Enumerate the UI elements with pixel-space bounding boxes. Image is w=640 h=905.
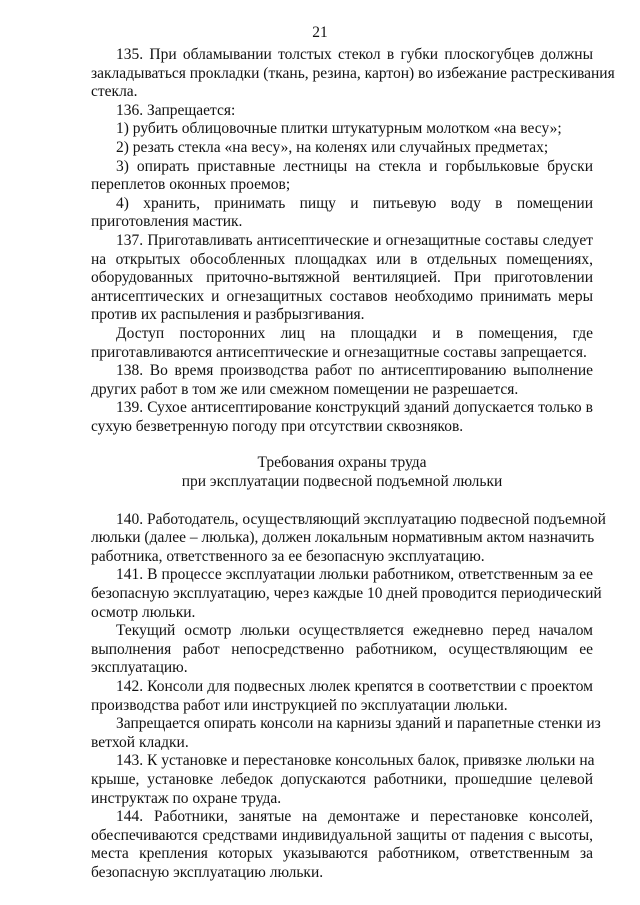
paragraph-p143	[91, 752, 593, 808]
paragraph-line: работника, ответственного за ее безопасную эксплуатацию.	[91, 547, 485, 565]
paragraph-line: закладываться прокладки (ткань, резина, картон) во избежание растрескивания	[91, 64, 615, 82]
paragraph-line: 135. При обламывании толстых стекол в губки плоскогубцев должны	[116, 46, 593, 63]
paragraph-line: антисептических и огнезащитных составов необходимо принимать меры	[91, 287, 593, 305]
paragraph-p137	[91, 232, 593, 325]
paragraph-p136-2	[91, 139, 593, 158]
paragraph-line: эксплуатацию.	[91, 659, 188, 677]
paragraph-line: безопасную эксплуатацию люльки.	[91, 863, 324, 881]
paragraph-line: ветхой кладки.	[91, 733, 189, 751]
paragraph-p137-access	[91, 325, 593, 362]
paragraph-line: 142. Консоли для подвесных люлек крепятся в соответствии с проектом	[116, 678, 593, 695]
section-heading-line-2: при эксплуатации подвесной подъемной люльки	[181, 473, 503, 491]
paragraph-line: 137. Приготавливать антисептические и огнезащитные составы следует	[116, 231, 593, 249]
paragraph-line: 4) хранить, принимать пищу и питьевую воду в помещении	[116, 194, 593, 212]
paragraph-line: на открытых обособленных площадках или в отдельных помещениях,	[91, 250, 593, 268]
paragraph-line: люльки (далее – люлька), должен локальным нормативным актом назначить	[91, 529, 595, 547]
paragraph-p142	[91, 678, 593, 715]
paragraph-line: 2) резать стекла «на весу», на коленях или случайных предметах;	[116, 138, 549, 156]
paragraph-line: производства работ или инструкцией по эксплуатации люльки.	[91, 696, 508, 714]
paragraph-line: 138. Во время производства работ по антисептированию выполнение	[116, 362, 593, 380]
paragraph-line: 1) рубить облицовочные плитки штукатурным молотком «на весу»;	[116, 120, 562, 138]
paragraph-p140	[91, 510, 606, 567]
paragraph-line: 140. Работодатель, осуществляющий эксплуатацию подвесной подъемной	[116, 510, 606, 528]
paragraph-p142-forbidden	[91, 715, 601, 752]
paragraph-p136	[91, 102, 593, 121]
paragraph-p136-1	[91, 120, 593, 139]
paragraph-line: крыше, установке лебедок допускаются работники, прошедшие целевой	[91, 770, 593, 788]
paragraph-p136-3	[91, 158, 593, 195]
document-body	[91, 46, 615, 883]
paragraph-p135	[91, 46, 615, 102]
page-number: 21	[312, 24, 328, 41]
paragraph-line: против их распыления и разбрызгивания.	[91, 306, 365, 324]
section-heading	[91, 454, 593, 491]
paragraph-line: Доступ посторонних лиц на площадки и в помещения, где	[116, 324, 593, 342]
paragraph-line: осмотр люльки.	[91, 603, 196, 621]
paragraph-line: безопасную эксплуатацию, через каждые 10 дней проводится периодический	[91, 585, 602, 603]
paragraph-line: инструктаж по охране труда.	[91, 789, 282, 807]
paragraph-line: сухую безветренную погоду при отсутствии сквозняков.	[91, 417, 464, 435]
paragraph-line: Текущий осмотр люльки осуществляется ежедневно перед началом	[116, 622, 593, 640]
paragraph-line: 3) опирать приставные лестницы на стекла и горбыльковые бруски	[116, 157, 593, 175]
paragraph-line: 141. В процессе эксплуатации люльки работником, ответственным за ее	[116, 566, 593, 584]
paragraph-line: оборудованных приточно-вытяжной вентиляцией. При приготовлении	[91, 269, 593, 287]
section-heading-line-1: Требования охраны труда	[257, 454, 427, 472]
paragraph-line: обеспечиваются средствами индивидуальной защиты от падения с высоты,	[91, 826, 593, 844]
section-antiseptic-glazing	[91, 46, 615, 436]
section-suspended-cradle	[91, 510, 606, 883]
paragraph-line: приготовления мастик.	[91, 213, 243, 231]
paragraph-line: стекла.	[91, 83, 138, 101]
paragraph-p139	[91, 399, 593, 436]
paragraph-line: места крепления которых указываются работником, ответственным за	[91, 845, 593, 863]
paragraph-p136-4	[91, 195, 593, 232]
paragraph-line: 144. Работники, занятые на демонтаже и перестановке консолей,	[116, 808, 593, 826]
paragraph-line: выполнения работ непосредственно работником, осуществляющим ее	[91, 640, 593, 658]
paragraph-line: 136. Запрещается:	[116, 101, 236, 119]
paragraph-p144	[91, 808, 593, 882]
paragraph-p141-current	[91, 622, 593, 678]
paragraph-line: 143. К установке и перестановке консольных балок, привязке люльки на	[116, 752, 595, 770]
paragraph-p138	[91, 362, 593, 399]
paragraph-line: переплетов оконных проемов;	[91, 176, 291, 194]
paragraph-p141	[91, 566, 602, 622]
paragraph-line: Запрещается опирать консоли на карнизы зданий и парапетные стенки из	[116, 715, 601, 733]
paragraph-line: 139. Сухое антисептирование конструкций зданий допускается только в	[116, 399, 593, 417]
paragraph-line: других работ в том же или смежном помещении не разрешается.	[91, 380, 519, 398]
paragraph-line: приготавливаются антисептические и огнезащитные составы запрещается.	[91, 343, 587, 361]
